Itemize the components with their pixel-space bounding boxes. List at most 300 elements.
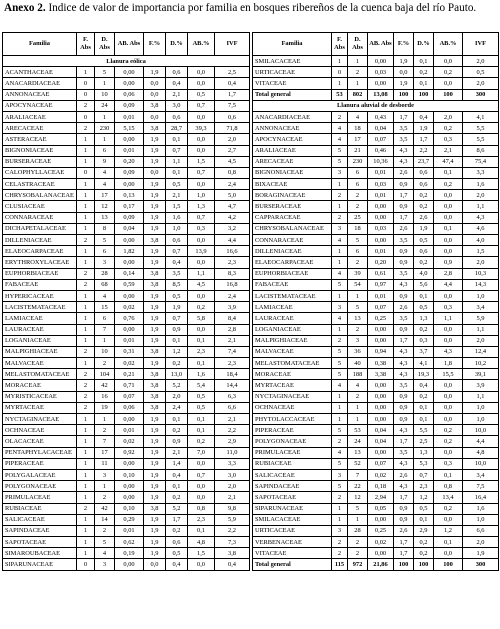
table-row [3,492,250,503]
value-cell: 0,21 [115,369,144,380]
family-cell: LAURACEAE [3,324,77,335]
value-cell: 0,43 [368,111,394,122]
value-cell: 5 [348,302,368,313]
value-cell: 1,7 [394,548,414,559]
value-cell: 100 [394,89,414,100]
value-cell: 0,2 [414,257,434,268]
value-cell: 0,7 [166,145,188,156]
value-cell: 2 [332,212,348,223]
value-cell: 0,2 [414,537,434,548]
value-cell: 1 [77,313,95,324]
family-cell: SIPARUNACEAE [253,503,332,514]
table-row [3,391,250,402]
left-table [2,32,250,571]
section-row [253,100,499,111]
value-cell: 0,1 [434,469,463,480]
family-cell: DICHAPETALACEAE [3,223,77,234]
value-cell: 12 [348,492,368,503]
value-cell: AB. Abs [368,33,394,56]
value-cell: 3,8 [144,402,166,413]
value-cell: 104 [95,369,115,380]
value-cell: 5 [95,537,115,548]
value-cell: 0,0 [434,246,463,257]
family-cell: ASTERACEAE [3,134,77,145]
value-cell: 2 [348,190,368,201]
table-row [253,279,499,290]
value-cell: 0,00 [115,67,144,78]
value-cell: 0,07 [368,458,394,469]
value-cell: 0,04 [115,223,144,234]
value-cell: 1,9 [144,458,166,469]
value-cell: 1,7 [394,335,414,346]
value-cell: AB.% [188,33,215,56]
value-cell: 3,9 [215,302,250,313]
value-cell: 1,9 [144,447,166,458]
value-cell: 0,00 [368,402,394,413]
family-cell: MELASTOMATACEAE [3,369,77,380]
value-cell: 14,4 [215,380,250,391]
value-cell: 1 [77,514,95,525]
value-cell: 1 [95,134,115,145]
value-cell: 9,8 [215,503,250,514]
value-cell: 3,38 [368,369,394,380]
value-cell: 8 [95,223,115,234]
value-cell: 39 [348,268,368,279]
value-cell: 1,9 [394,56,414,67]
table-row [253,190,499,201]
value-cell: 10,0 [463,425,499,436]
value-cell: 5 [95,235,115,246]
value-cell: 0,9 [394,201,414,212]
value-cell: 4 [332,268,348,279]
value-cell: 0,29 [115,514,144,525]
table-row [3,503,250,514]
value-cell: 16 [95,391,115,402]
value-cell: 1,1 [463,201,499,212]
value-cell: 2,0 [463,190,499,201]
value-cell: 2 [77,503,95,514]
value-cell: 1,9 [144,212,166,223]
value-cell: 0,9 [394,246,414,257]
right-table [252,32,499,571]
value-cell: 0,0 [434,380,463,391]
table-row [253,78,499,89]
value-cell: 3,8 [144,235,166,246]
value-cell: 3,7 [414,346,434,357]
value-cell: 1,9 [144,67,166,78]
family-cell: NYCTAGINACEAE [253,391,332,402]
value-cell: 0,6 [414,179,434,190]
table-row [253,223,499,234]
family-cell: RUBIACEAE [253,458,332,469]
value-cell: 5,5 [414,425,434,436]
value-cell: 5 [332,458,348,469]
value-cell: 2,0 [434,111,463,122]
value-cell: 0,4 [414,380,434,391]
value-cell: 0,7 [188,100,215,111]
table-row [3,279,250,290]
value-cell: 0,00 [368,212,394,223]
value-cell: 1 [77,324,95,335]
value-cell: 0,8 [215,167,250,178]
value-cell: 0,1 [414,414,434,425]
value-cell: 2 [348,324,368,335]
table-row [253,436,499,447]
value-cell: 0,00 [368,235,394,246]
value-cell: 100 [394,559,414,570]
family-cell: MORACEAE [253,369,332,380]
value-cell: 4,3 [394,425,414,436]
value-cell: 19 [95,402,115,413]
value-cell: 4,8 [463,447,499,458]
family-cell: VITACEAE [253,548,332,559]
value-cell: 2 [332,548,348,559]
family-cell: ELAEOCARPACEAE [3,246,77,257]
value-cell: 0,0 [188,67,215,78]
value-cell: 5,0 [215,190,250,201]
value-cell: 0,00 [368,391,394,402]
value-cell: 1,4 [166,458,188,469]
value-cell: 1,9 [414,223,434,234]
value-cell: 10 [95,346,115,357]
value-cell: 0,9 [394,391,414,402]
value-cell: 5 [95,67,115,78]
value-cell: 0,07 [368,302,394,313]
value-cell: 0,02 [115,436,144,447]
value-cell: 1,9 [463,548,499,559]
value-cell: 2,3 [414,481,434,492]
family-cell: MELASTOMATACEAE [253,358,332,369]
value-cell: 0,6 [414,167,434,178]
value-cell: 2,9 [414,525,434,536]
value-cell: 3,5 [166,268,188,279]
family-cell: HYPERICACEAE [3,290,77,301]
value-cell: 2 [332,492,348,503]
value-cell: 3,4 [463,302,499,313]
value-cell: 0,07 [368,134,394,145]
value-cell: 0,62 [115,537,144,548]
family-cell: MALVACEAE [3,358,77,369]
value-cell: 0,2 [414,67,434,78]
value-cell: 5 [348,503,368,514]
family-cell: PIPERACEAE [3,458,77,469]
value-cell: 3,5 [394,313,414,324]
value-cell: 5 [348,235,368,246]
value-cell: 6,6 [215,402,250,413]
value-cell: 0,0 [188,179,215,190]
value-cell: 3,5 [394,123,414,134]
value-cell: 0,7 [188,469,215,480]
value-cell: 0,6 [414,246,434,257]
family-cell: BIGNONIACEAE [3,145,77,156]
value-cell: 0,00 [115,179,144,190]
family-cell: POLYGONACEAE [253,436,332,447]
value-cell: 1,1 [434,313,463,324]
value-cell: 1,9 [144,514,166,525]
value-cell: 2 [332,190,348,201]
value-cell: 2 [77,100,95,111]
value-cell: 2 [332,335,348,346]
value-cell: 0,2 [434,123,463,134]
value-cell: 2,3 [188,514,215,525]
value-cell: 36 [348,346,368,357]
value-cell: 0,00 [115,324,144,335]
value-cell: 0,6 [166,111,188,122]
value-cell: 0 [77,111,95,122]
value-cell: 5,2 [166,503,188,514]
family-cell: RUBIACEAE [3,503,77,514]
value-cell: 2,0 [463,56,499,67]
family-cell: ARECACEAE [253,156,332,167]
value-cell: 0,6 [166,235,188,246]
value-cell: 0,1 [166,167,188,178]
value-cell: 8,6 [463,145,499,156]
value-cell: 0,9 [166,436,188,447]
value-cell: 1 [332,257,348,268]
value-cell: 42 [95,503,115,514]
value-cell: D.% [414,33,434,56]
value-cell: 0,3 [414,335,434,346]
value-cell: 2,3 [188,346,215,357]
table-row [253,56,499,67]
value-cell: 1,9 [144,358,166,369]
value-cell: 0,2 [166,525,188,536]
value-cell: 19,3 [414,369,434,380]
value-cell: 17 [348,134,368,145]
value-cell: 13 [95,212,115,223]
value-cell: IVF [463,33,499,56]
value-cell: 28 [348,525,368,536]
value-cell: 0,8 [188,503,215,514]
table-row [3,481,250,492]
value-cell: 1,1 [188,268,215,279]
family-cell: FABACEAE [253,279,332,290]
value-cell: 1 [348,514,368,525]
value-cell: 0,1 [188,358,215,369]
value-cell: 13,08 [368,89,394,100]
value-cell: 21 [348,145,368,156]
value-cell: 2 [348,201,368,212]
value-cell: 2,4 [215,290,250,301]
value-cell: 18,4 [215,369,250,380]
value-cell: 1,9 [144,145,166,156]
value-cell: 972 [348,559,368,570]
value-cell: 1,7 [414,134,434,145]
value-cell: 24 [348,436,368,447]
family-cell: Total general [253,89,332,100]
table-row [253,537,499,548]
value-cell: 0,1 [434,167,463,178]
value-cell: 0,2 [414,548,434,559]
table-row [3,346,250,357]
table-row [3,111,250,122]
value-cell: 4 [348,380,368,391]
table-row [253,313,499,324]
value-cell: 7,4 [215,346,250,357]
value-cell: 0,38 [368,358,394,369]
value-cell: 0,94 [368,346,394,357]
value-cell: 1,9 [144,436,166,447]
family-cell: PIPERACEAE [253,425,332,436]
value-cell: 2,0 [463,78,499,89]
value-cell: 2,1 [166,447,188,458]
family-cell: LOGANIACEAE [253,324,332,335]
value-cell: 28,7 [166,123,188,134]
value-cell: 0,01 [368,246,394,257]
value-cell: 1,2 [414,492,434,503]
family-cell: SIMAROUBACEAE [3,548,77,559]
value-cell: 0,1 [188,425,215,436]
value-cell: 7 [95,436,115,447]
value-cell: 0,25 [368,313,394,324]
value-cell: AB. Abs [115,33,144,56]
family-cell: BORAGINACEAE [253,190,332,201]
family-cell: OCHNACEAE [3,425,77,436]
value-cell: 0,9 [166,324,188,335]
value-cell: 2 [95,525,115,536]
table-row [253,145,499,156]
family-cell: ARALIACEAE [3,111,77,122]
value-cell: 0,00 [115,235,144,246]
value-cell: 1,5 [166,201,188,212]
value-cell: 1 [348,56,368,67]
family-cell: CELASTRACEAE [3,179,77,190]
value-cell: 0,04 [368,425,394,436]
value-cell: 1 [332,56,348,67]
family-cell: SAPINDACEAE [3,525,77,536]
value-cell: 4,2 [215,212,250,223]
value-cell: 0,00 [115,481,144,492]
value-cell: 2,9 [215,436,250,447]
value-cell: 2,6 [394,223,414,234]
value-cell: 3,8 [144,346,166,357]
table-row [3,100,250,111]
value-cell: 0,0 [434,190,463,201]
value-cell: 0,00 [368,201,394,212]
value-cell: 1 [77,458,95,469]
value-cell: 3 [95,559,115,570]
table-row [3,89,250,100]
value-cell: 1,9 [144,179,166,190]
value-cell: 0,5 [188,391,215,402]
value-cell: 2,1 [215,414,250,425]
value-cell: 1,9 [144,156,166,167]
value-cell: 1 [348,290,368,301]
family-cell: OLACACEAE [3,436,77,447]
value-cell: 1 [77,469,95,480]
family-cell: ACANTHACEAE [3,67,77,78]
value-cell: 25 [348,212,368,223]
value-cell: 2 [348,537,368,548]
family-cell: BURSERACEAE [253,201,332,212]
table-row [3,156,250,167]
value-cell: 0,1 [166,481,188,492]
value-cell: 0,00 [115,78,144,89]
value-cell: 0,01 [368,167,394,178]
value-cell: 0,01 [368,190,394,201]
table-row [253,257,499,268]
table-row [3,134,250,145]
family-cell: APOCYNACEAE [3,100,77,111]
family-cell: OCHNACEAE [253,402,332,413]
value-cell: 0,71 [115,380,144,391]
family-cell: EUPHORBIACEAE [253,268,332,279]
value-cell: 4,3 [394,145,414,156]
table-row [3,335,250,346]
family-cell: MORACEAE [3,380,77,391]
family-cell: MYRISTICACEAE [3,391,77,402]
value-cell: 5,9 [463,313,499,324]
value-cell: 6,3 [215,391,250,402]
value-cell: 2,0 [166,391,188,402]
value-cell: 1 [77,190,95,201]
table-row [253,503,499,514]
value-cell: 6,6 [463,525,499,536]
value-cell: 300 [463,559,499,570]
table-row [3,123,250,134]
value-cell: 68 [95,279,115,290]
value-cell: 1,7 [394,537,414,548]
value-cell: 2 [348,257,368,268]
family-cell: Familia [253,33,332,56]
value-cell: 0,0 [144,111,166,122]
value-cell: 2 [332,111,348,122]
value-cell: 6 [348,179,368,190]
value-cell: 2,94 [368,492,394,503]
header-row [3,33,250,56]
table-row [253,134,499,145]
value-cell: 0,9 [394,503,414,514]
value-cell: 5,8 [188,313,215,324]
value-cell: 16,6 [215,246,250,257]
value-cell: 2 [77,279,95,290]
value-cell: 3,8 [215,548,250,559]
value-cell: 4,3 [434,346,463,357]
value-cell: 2,1 [215,335,250,346]
value-cell: 0,9 [394,257,414,268]
value-cell: 3,8 [144,369,166,380]
value-cell: 3,5 [394,268,414,279]
value-cell: 1,9 [144,246,166,257]
value-cell: 10,0 [463,458,499,469]
value-cell: 5,4 [188,380,215,391]
table-row [3,257,250,268]
family-cell: CLUSIACEAE [3,201,77,212]
value-cell: 54 [348,279,368,290]
value-cell: 0,9 [394,514,414,525]
value-cell: 0,4 [414,111,434,122]
value-cell: 1,3 [414,447,434,458]
value-cell: 0,0 [434,56,463,67]
table-row [3,525,250,536]
value-cell: 1 [77,447,95,458]
value-cell: 0,2 [414,201,434,212]
value-cell: 4,1 [414,358,434,369]
value-cell: 5 [332,358,348,369]
value-cell: 4,1 [463,111,499,122]
value-cell: 1,8 [434,358,463,369]
table-row [3,302,250,313]
value-cell: 0,0 [188,78,215,89]
family-cell: SAPINDACEAE [253,481,332,492]
value-cell: 0,00 [115,290,144,301]
value-cell: 2 [95,358,115,369]
value-cell: 4,4 [434,279,463,290]
value-cell: 4 [332,123,348,134]
value-cell: 3,8 [144,123,166,134]
value-cell: 3 [332,469,348,480]
value-cell: 1 [77,492,95,503]
